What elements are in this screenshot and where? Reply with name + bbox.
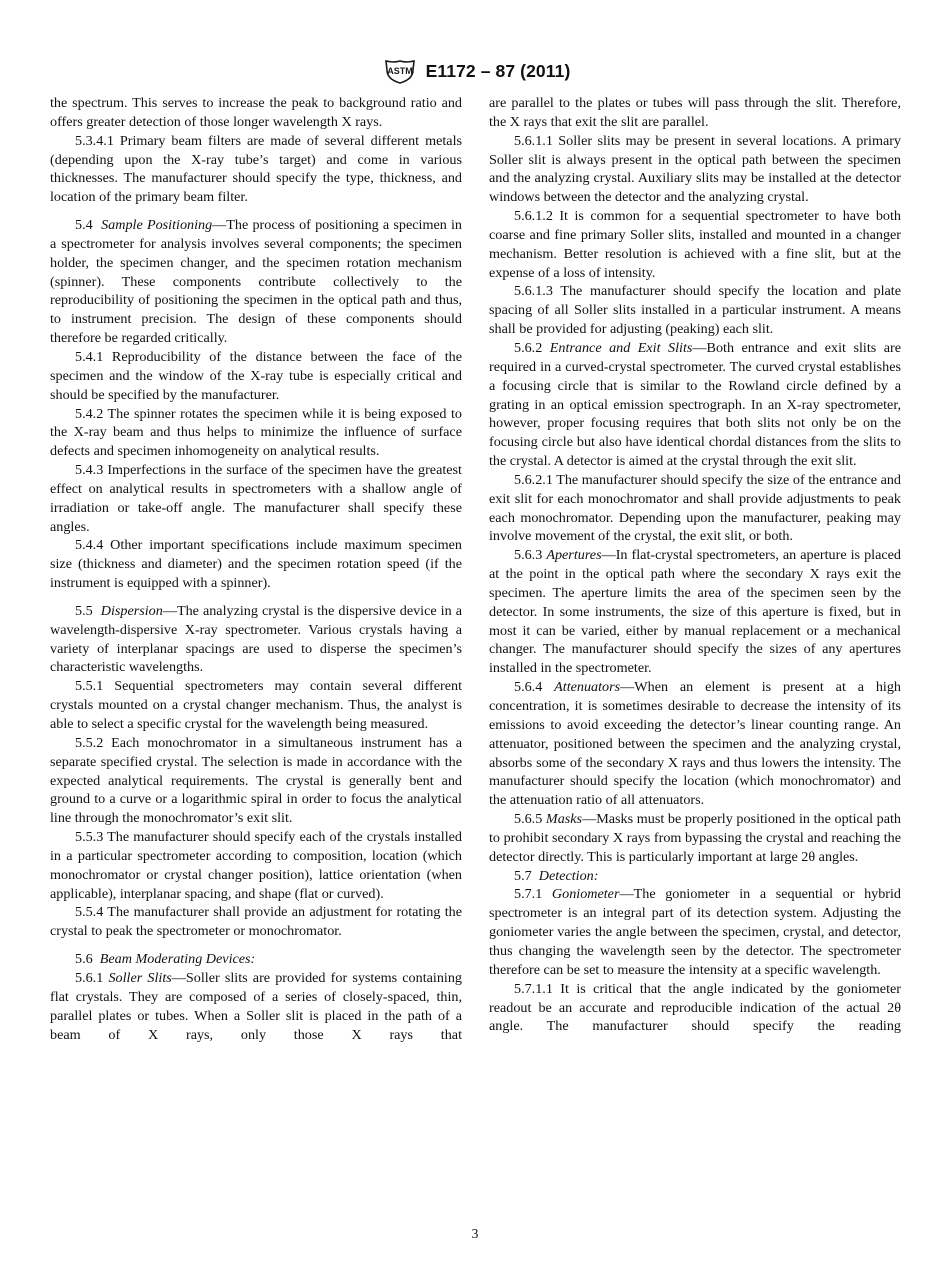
section-title-soller-slits: Soller Slits (108, 969, 172, 986)
section-body: —The analyzing crystal is the dispersive device in a wavelength-dispersive X-ray spectrometer. Various crystals having a variety of interplanar spacings are used to disperse the specimen’s characteristic wavelengths. (50, 602, 462, 676)
paragraph-5-6-1-1: 5.6.1.1 Soller slits may be present in several locations. A primary Soller slit is always present in the optical path between the specimen and the analyzing crystal. Auxiliary slits may be installed at the detector windows between the detector and the analyzing crystal. (489, 132, 901, 206)
paragraph-5-7-1 (489, 885, 901, 979)
paragraph-5-4-2: 5.4.2 The spinner rotates the specimen while it is being exposed to the X-ray beam and thus helps to minimize the influence of surface defects and specimen inhomogeneity on analytical results. (50, 405, 462, 460)
page-header (0, 56, 950, 86)
section-title-entrance-exit-slits: Entrance and Exit Slits (549, 339, 693, 356)
paragraph-5-5-4: 5.5.4 The manufacturer shall provide an adjustment for rotating the crystal to peak the spectrometer or monochromator. (50, 904, 462, 940)
paragraph-5-5 (50, 602, 462, 677)
paragraph-5-6-5 (489, 810, 901, 867)
paragraph-5-6 (50, 950, 462, 969)
left-column (50, 94, 462, 1044)
paragraph-5-6-2-1: 5.6.2.1 The manufacturer should specify the size of the entrance and exit slit for each monochromator and shall provide adjustments to peak each monochromator. Depending upon the manufacturer, peaking may involve movement of the crystal, the exit slit, or both. (489, 471, 901, 545)
section-title-beam-moderating-devices: Beam Moderating Devices: (99, 951, 256, 968)
paragraph-5-5-3: 5.5.3 The manufacturer should specify each of the crystals installed in a particular spectrometer according to composition, location (which monochromator or crystal changer position), lattice orientation (when applicable), interplanar spacing, and shape (flat or curved). (50, 829, 462, 902)
section-title-detection: Detection: (538, 867, 599, 884)
section-title-apertures: Apertures (546, 547, 602, 564)
document-designation: E1172 – 87 (2011) (425, 60, 571, 81)
section-number: 5.7.1 (514, 886, 543, 903)
section-number: 5.6.1 (75, 969, 104, 986)
paragraph-5-6-4 (489, 678, 901, 810)
section-title-sample-positioning: Sample Positioning (101, 217, 213, 234)
section-number: 5.7 (514, 867, 532, 884)
page-number: 3 (471, 1226, 479, 1241)
section-title-goniometer: Goniometer (551, 886, 620, 903)
section-body: —The goniometer in a sequential or hybrid spectrometer is an integral part of its detection system. Adjusting the goniometer varies the angle between the specimen, crystal, and detector, thus changing the wavelength seen by the detector. The spectrometer therefore can be set to measure the intensity at a specific wavelength. (489, 886, 901, 978)
right-column (489, 94, 901, 1036)
paragraph-5-6-2 (489, 339, 901, 471)
section-number: 5.6.5 (514, 811, 543, 828)
section-number: 5.6.4 (514, 679, 543, 696)
section-body: —The process of positioning a specimen in a spectrometer for analysis involves several components; the specimen holder, the specimen changer, and the specimen rotation mechanism (spinner). These components contribute collectively to the reproducibility of positioning the specimen in the optical path and thus, to instrument precision. The design of these components should therefore be regarded critically. (50, 217, 463, 347)
astm-logo-icon (380, 58, 420, 84)
paragraph-5-4-1: 5.4.1 Reproducibility of the distance between the face of the specimen and the window of the X-ray tube is especially critical and should be specified by the manufacturer. (50, 348, 462, 403)
paragraph-5-7 (489, 867, 901, 886)
section-body: —In flat-crystal spectrometers, an aperture is placed at the point in the optical path where the secondary X rays exit the specimen. The aperture limits the area of the specimen seen by the detector. In some instruments, the size of this aperture is fixed, but in most it can be varied, either by manual replacement or a mechanical changer. The manufacturer should specify the sizes of any apertures installed in the spectrometer. (489, 547, 901, 677)
section-body: —Soller slits are provided for systems containing flat crystals. They are composed of a series of closely-spaced, thin, parallel plates or tubes. When a Soller slit is placed in the path of a beam of X rays, only those X rays that (50, 969, 462, 1043)
paragraph-5-4 (50, 216, 462, 348)
section-number: 5.6.3 (514, 547, 543, 564)
paragraph-5-7-1-1: 5.7.1.1 It is critical that the angle indicated by the goniometer readout be an accurate and reproducible indication of the actual 2θ angle. The manufacturer should specify the reading (489, 980, 901, 1035)
section-number: 5.6 (75, 951, 93, 968)
paragraph-soller-continuation: are parallel to the plates or tubes will pass through the slit. Therefore, the X rays that exit the slit are parallel. (489, 95, 901, 130)
section-body: —Both entrance and exit slits are required in a curved-crystal spectrometer. The curved crystal establishes a focusing circle that is similar to the Rowland circle defined by a grating in an optical emission spectrograph. In an X-ray spectrometer, however, proper focusing requires that both slits not only be on the focusing circle but also have identical chordal distances from the slits to the crystal. A detector is aimed at the crystal through the exit slit. (489, 339, 901, 470)
paragraph-5-4-4: 5.4.4 Other important specifications include maximum specimen size (thickness and diameter) and the specimen rotation speed (if the instrument is equipped with a spinner). (50, 537, 462, 592)
section-number: 5.4 (75, 217, 93, 234)
section-number: 5.6.2 (514, 339, 543, 356)
paragraph-spectrum-continuation: the spectrum. This serves to increase the peak to background ratio and offers greater detection of those longer wavelength X rays. (50, 95, 462, 130)
astm-logo-text: ASTM (386, 66, 413, 76)
paragraph-5-6-3 (489, 546, 901, 678)
section-number: 5.5 (75, 602, 93, 619)
section-title-dispersion: Dispersion (100, 602, 163, 619)
paragraph-5-6-1 (50, 969, 462, 1044)
section-title-masks: Masks (545, 811, 583, 828)
paragraph-5-3-4-1: 5.3.4.1 Primary beam filters are made of several different metals (depending upon the X-ray tube’s target) and come in various thicknesses. The manufacturer should specify the type, thickness, and location of the primary beam filter. (50, 132, 462, 206)
paragraph-5-4-3: 5.4.3 Imperfections in the surface of the specimen have the greatest effect on analytical results in spectrometers with a shallow angle of irradiation or take-off angle. The manufacturer shall specify these angles. (50, 462, 462, 535)
paragraph-5-6-1-2: 5.6.1.2 It is common for a sequential spectrometer to have both coarse and fine primary Soller slits, installed and mounted in a changer mechanism. Better resolution is achieved with a fine slit, but at the expense of a loss of intensity. (489, 208, 901, 281)
paragraph-5-5-2: 5.5.2 Each monochromator in a simultaneous instrument has a separate specified crystal. The selection is made in accordance with the expected analytical requirements. The crystal is generally bent and ground to a curve or a logarithmic spiral in order to focus the analytical line through the monochromator’s exit slit. (50, 734, 462, 827)
section-title-attenuators: Attenuators (554, 679, 621, 696)
paragraph-5-6-1-3: 5.6.1.3 The manufacturer should specify the location and plate spacing of all Soller slits installed in a particular instrument. A means shall be provided for adjusting (peaking) each slit. (489, 283, 901, 338)
section-body: —When an element is present at a high concentration, it is sometimes desirable to decrease the intensity of its emissions to avoid exceeding the detector’s linear counting range. An attenuator, positioned between the specimen and the analyzing crystal, absorbs some of the secondary X rays and thus lowers the intensity. The manufacturer should specify the location (which monochromator) and the attenuation ratio of all attenuators. (489, 679, 901, 809)
section-body: —Masks must be properly positioned in the optical path to prohibit secondary X rays from bypassing the crystal and reaching the detector directly. This is particularly important at large 2θ angles. (489, 811, 901, 865)
paragraph-5-5-1: 5.5.1 Sequential spectrometers may contain several different crystals mounted on a crystal changer mechanism. Thus, the analyst is able to select a specific crystal for the wavelength being measured. (50, 678, 462, 732)
